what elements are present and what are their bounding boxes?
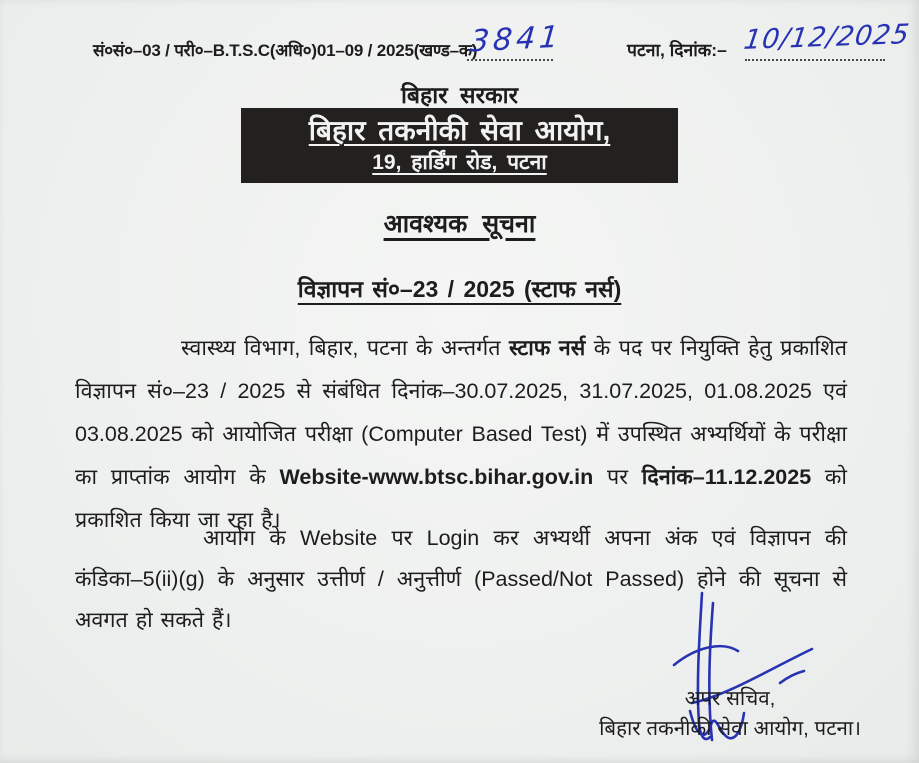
organization-address: 19, हार्डिंग रोड, पटना: [372, 151, 547, 174]
organization-banner: [241, 108, 678, 183]
notice-subject-text: विज्ञापन सं०–23 / 2025 (स्टाफ नर्स): [297, 276, 622, 302]
para1-text: पर: [593, 465, 642, 489]
para1-text: के पद पर नियुक्ति हेतु प्रकाशित विज्ञापन सं०–23 / 2025 से संबंधित दिनांक–30.07.2025, 31.07.2025, 01.08.2025 एवं 03.08.2025 को आयोजित परीक्षा (Computer Based Test) में उपस्थित अभ्यर्थियों के परीक्षा का प्राप्तांक आयोग के: [75, 336, 847, 489]
notice-title-text: आवश्यक सूचना: [383, 210, 536, 238]
handwritten-dispatch-number: 3841: [468, 19, 564, 60]
notice-subject: [0, 272, 919, 304]
reference-number: सं०सं०–03 / परी०–B.T.S.C(अधि०)01–09 / 2025(खण्ड–क): [93, 41, 478, 60]
para1-bold-publish-date: दिनांक–11.12.2025: [641, 465, 812, 489]
notice-title: [0, 206, 919, 240]
paragraph-1: [75, 327, 847, 542]
para1-text: स्वास्थ्य विभाग, बिहार, पटना के अन्तर्गत: [181, 336, 509, 360]
para1-text: को प्रकाशित किया जा रहा है।: [75, 465, 848, 532]
signatory-designation: अपर सचिव,: [684, 687, 776, 710]
para2-text: आयोग के Website पर Login कर अभ्यर्थी अपना अंक एवं विज्ञापन की कंडिका–5(ii)(g) के अनुसार उत्तीर्ण / अनुत्तीर्ण (Passed/Not Passed) होने की सूचना से अवगत हो सकते हैं।: [75, 526, 847, 632]
paragraph-2: [75, 518, 847, 641]
signatory-organization: बिहार तकनीकी सेवा आयोग, पटना।: [599, 717, 861, 740]
government-title-text: बिहार सरकार: [400, 82, 519, 108]
government-title: [0, 78, 919, 110]
para1-bold-website: Website-www.btsc.bihar.gov.in: [279, 465, 594, 489]
organization-name: बिहार तकनीकी सेवा आयोग,: [308, 115, 611, 146]
signature-block: [599, 684, 861, 744]
handwritten-date: 10/12/2025: [741, 19, 912, 56]
place-date-label: पटना, दिनांक:–: [627, 40, 727, 60]
para1-bold-post-name: स्टाफ नर्स: [509, 336, 586, 360]
